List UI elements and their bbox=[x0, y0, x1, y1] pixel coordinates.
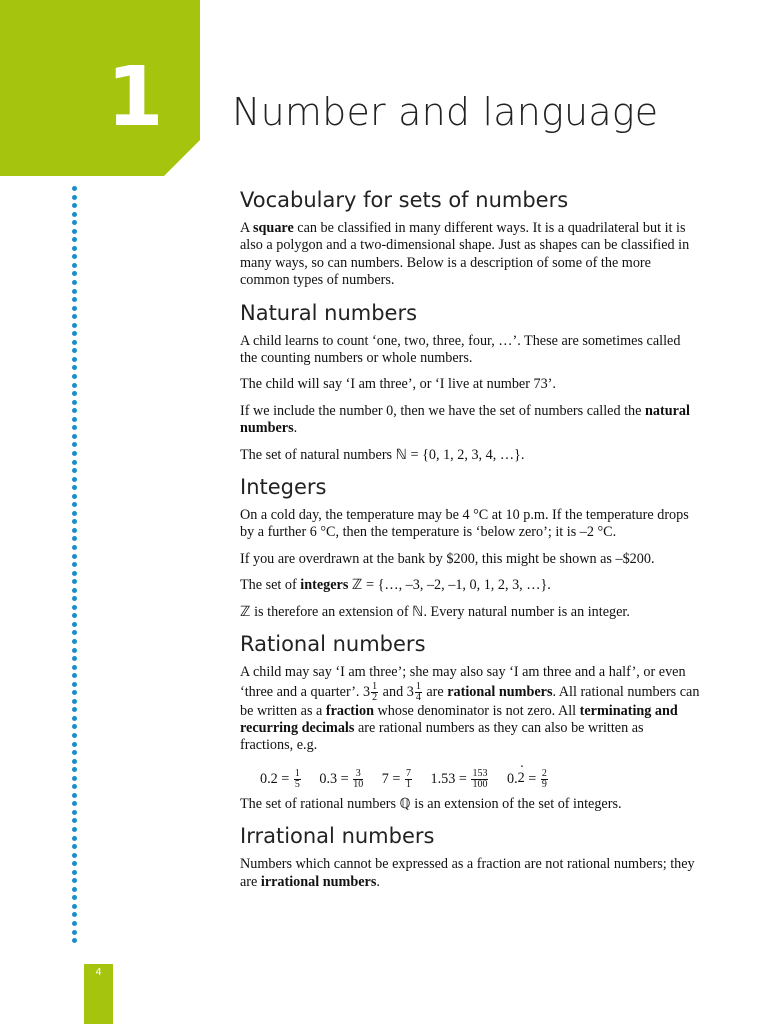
margin-dot bbox=[72, 673, 77, 678]
margin-dot bbox=[72, 365, 77, 370]
example-item: 0.3 = $\frac{3}{10}$ bbox=[319, 767, 364, 790]
heading-vocabulary: Vocabulary for sets of numbers bbox=[240, 188, 569, 212]
margin-dot bbox=[72, 195, 77, 200]
margin-dot bbox=[72, 716, 77, 721]
heading-rational-numbers: Rational numbers bbox=[240, 632, 426, 657]
margin-dot bbox=[72, 511, 77, 516]
margin-dot bbox=[72, 383, 77, 388]
margin-dot bbox=[72, 186, 77, 191]
margin-dot bbox=[72, 895, 77, 900]
margin-dot bbox=[72, 622, 77, 627]
margin-dot bbox=[72, 348, 77, 353]
margin-dot bbox=[72, 818, 77, 823]
margin-dot bbox=[72, 742, 77, 747]
margin-dot bbox=[72, 853, 77, 858]
margin-dot bbox=[72, 750, 77, 755]
margin-dot bbox=[72, 519, 77, 524]
heading-irrational-numbers: Irrational numbers bbox=[240, 824, 435, 849]
margin-dot bbox=[72, 485, 77, 490]
paragraph: The set of integers ℤ = {…, –3, –2, –1, 0, 1, 2, 3, …}. bbox=[240, 577, 551, 594]
paragraph: The set of rational numbers ℚ is an extension of the set of integers. bbox=[240, 795, 622, 812]
margin-dot bbox=[72, 229, 77, 234]
margin-dot bbox=[72, 306, 77, 311]
margin-dot bbox=[72, 357, 77, 362]
margin-dot bbox=[72, 280, 77, 285]
margin-dot bbox=[72, 665, 77, 670]
margin-dot bbox=[72, 596, 77, 601]
margin-dot bbox=[72, 289, 77, 294]
margin-dot bbox=[72, 724, 77, 729]
margin-dot bbox=[72, 220, 77, 225]
margin-dot bbox=[72, 331, 77, 336]
heading-natural-numbers: Natural numbers bbox=[240, 300, 418, 325]
dotted-margin-line bbox=[72, 186, 80, 946]
margin-dot bbox=[72, 733, 77, 738]
margin-dot bbox=[72, 536, 77, 541]
margin-dot bbox=[72, 314, 77, 319]
margin-dot bbox=[72, 374, 77, 379]
margin-dot bbox=[72, 588, 77, 593]
margin-dot bbox=[72, 690, 77, 695]
margin-dot bbox=[72, 870, 77, 875]
margin-dot bbox=[72, 400, 77, 405]
margin-dot bbox=[72, 878, 77, 883]
margin-dot bbox=[72, 836, 77, 841]
margin-dot bbox=[72, 861, 77, 866]
paragraph: A square can be classified in many different ways. It is a quadrilateral but it is also a polygon and a two-dimensional shape. Just as shapes can be classified in many ways, so can numbers. Below is a description of some of the more common types of numbers. bbox=[240, 220, 690, 289]
paragraph: If we include the number 0, then we have the set of numbers called the natural numbers. bbox=[240, 402, 690, 437]
margin-dot bbox=[72, 571, 77, 576]
margin-dot bbox=[72, 648, 77, 653]
paragraph: The child will say ‘I am three’, or ‘I live at number 73’. bbox=[240, 376, 556, 393]
margin-dot bbox=[72, 793, 77, 798]
margin-dot bbox=[72, 810, 77, 815]
margin-dot bbox=[72, 699, 77, 704]
margin-dot bbox=[72, 391, 77, 396]
margin-dot bbox=[72, 707, 77, 712]
margin-dot bbox=[72, 554, 77, 559]
example-item: 1.53 = $\frac{153}{100}$ bbox=[430, 767, 488, 790]
fraction-examples bbox=[260, 769, 700, 790]
margin-dot bbox=[72, 425, 77, 430]
margin-dot bbox=[72, 938, 77, 943]
margin-dot bbox=[72, 340, 77, 345]
margin-dot bbox=[72, 271, 77, 276]
chapter-title: Number and language bbox=[232, 90, 659, 134]
section-irrational-numbers bbox=[240, 822, 700, 891]
margin-dot bbox=[72, 579, 77, 584]
margin-dot bbox=[72, 767, 77, 772]
margin-dot bbox=[72, 434, 77, 439]
margin-dot bbox=[72, 408, 77, 413]
fraction-quarter: $\frac{1}{4}$ bbox=[415, 680, 421, 703]
margin-dot bbox=[72, 682, 77, 687]
margin-dot bbox=[72, 801, 77, 806]
margin-dot bbox=[72, 494, 77, 499]
margin-dot bbox=[72, 844, 77, 849]
margin-dot bbox=[72, 639, 77, 644]
margin-dot bbox=[72, 545, 77, 550]
margin-dot bbox=[72, 212, 77, 217]
section-natural-numbers bbox=[240, 299, 700, 464]
margin-dot bbox=[72, 912, 77, 917]
margin-dot bbox=[72, 887, 77, 892]
chapter-number: 1 bbox=[106, 50, 164, 145]
margin-dot bbox=[72, 630, 77, 635]
paragraph: The set of natural numbers ℕ = {0, 1, 2, 3, 4, …}. bbox=[240, 446, 525, 463]
margin-dot bbox=[72, 921, 77, 926]
section-integers bbox=[240, 473, 700, 621]
margin-dot bbox=[72, 605, 77, 610]
margin-dot bbox=[72, 254, 77, 259]
margin-dot bbox=[72, 323, 77, 328]
margin-dot bbox=[72, 442, 77, 447]
section-vocabulary bbox=[240, 186, 700, 290]
margin-dot bbox=[72, 502, 77, 507]
margin-dot bbox=[72, 297, 77, 302]
example-item: 0.2 · = $\frac{2}{9}$ bbox=[507, 769, 549, 790]
margin-dot bbox=[72, 562, 77, 567]
paragraph: ℤ is therefore an extension of ℕ. Every natural number is an integer. bbox=[240, 603, 630, 620]
margin-dot bbox=[72, 237, 77, 242]
margin-dot bbox=[72, 827, 77, 832]
margin-dot bbox=[72, 477, 77, 482]
margin-dot bbox=[72, 417, 77, 422]
section-rational-numbers bbox=[240, 630, 700, 813]
margin-dot bbox=[72, 776, 77, 781]
margin-dot bbox=[72, 468, 77, 473]
example-item: 7 = $\frac{7}{1}$ bbox=[381, 767, 411, 790]
margin-dot bbox=[72, 759, 77, 764]
page-number: 4 bbox=[95, 967, 102, 978]
margin-dot bbox=[72, 656, 77, 661]
margin-dot bbox=[72, 904, 77, 909]
paragraph: A child may say ‘I am three’; she may also say ‘I am three and a half’, or even ‘three and a quarter’. 3 $\frac{1}{2}$ and 3 $\frac{1}{4}$ are rational numbers. All rational numbers can be written as a fraction whose denominator is not zero. All terminating and recurring decimals are rational numbers as they can also be written as fractions, e.g. bbox=[240, 664, 700, 754]
margin-dot bbox=[72, 784, 77, 789]
margin-dot bbox=[72, 246, 77, 251]
heading-integers: Integers bbox=[240, 475, 327, 500]
example-item: 0.2 = $\frac{1}{5}$ bbox=[260, 767, 300, 790]
paragraph: Numbers which cannot be expressed as a fraction are not rational numbers; they are irrational numbers. bbox=[240, 856, 695, 890]
paragraph: If you are overdrawn at the bank by $200, this might be shown as –$200. bbox=[240, 550, 655, 567]
margin-dot bbox=[72, 451, 77, 456]
margin-dot bbox=[72, 528, 77, 533]
paragraph: On a cold day, the temperature may be 4 °C at 10 p.m. If the temperature drops by a further 6 °C, then the temperature is ‘below zero’; it is –2 °C. bbox=[240, 507, 689, 541]
fraction-half: $\frac{1}{2}$ bbox=[372, 680, 378, 703]
paragraph: A child learns to count ‘one, two, three, four, …’. These are sometimes called the counting numbers or whole numbers. bbox=[240, 332, 681, 367]
margin-dot bbox=[72, 203, 77, 208]
margin-dot bbox=[72, 613, 77, 618]
margin-dot bbox=[72, 460, 77, 465]
margin-dot bbox=[72, 263, 77, 268]
margin-dot bbox=[72, 930, 77, 935]
page-content bbox=[240, 186, 700, 900]
